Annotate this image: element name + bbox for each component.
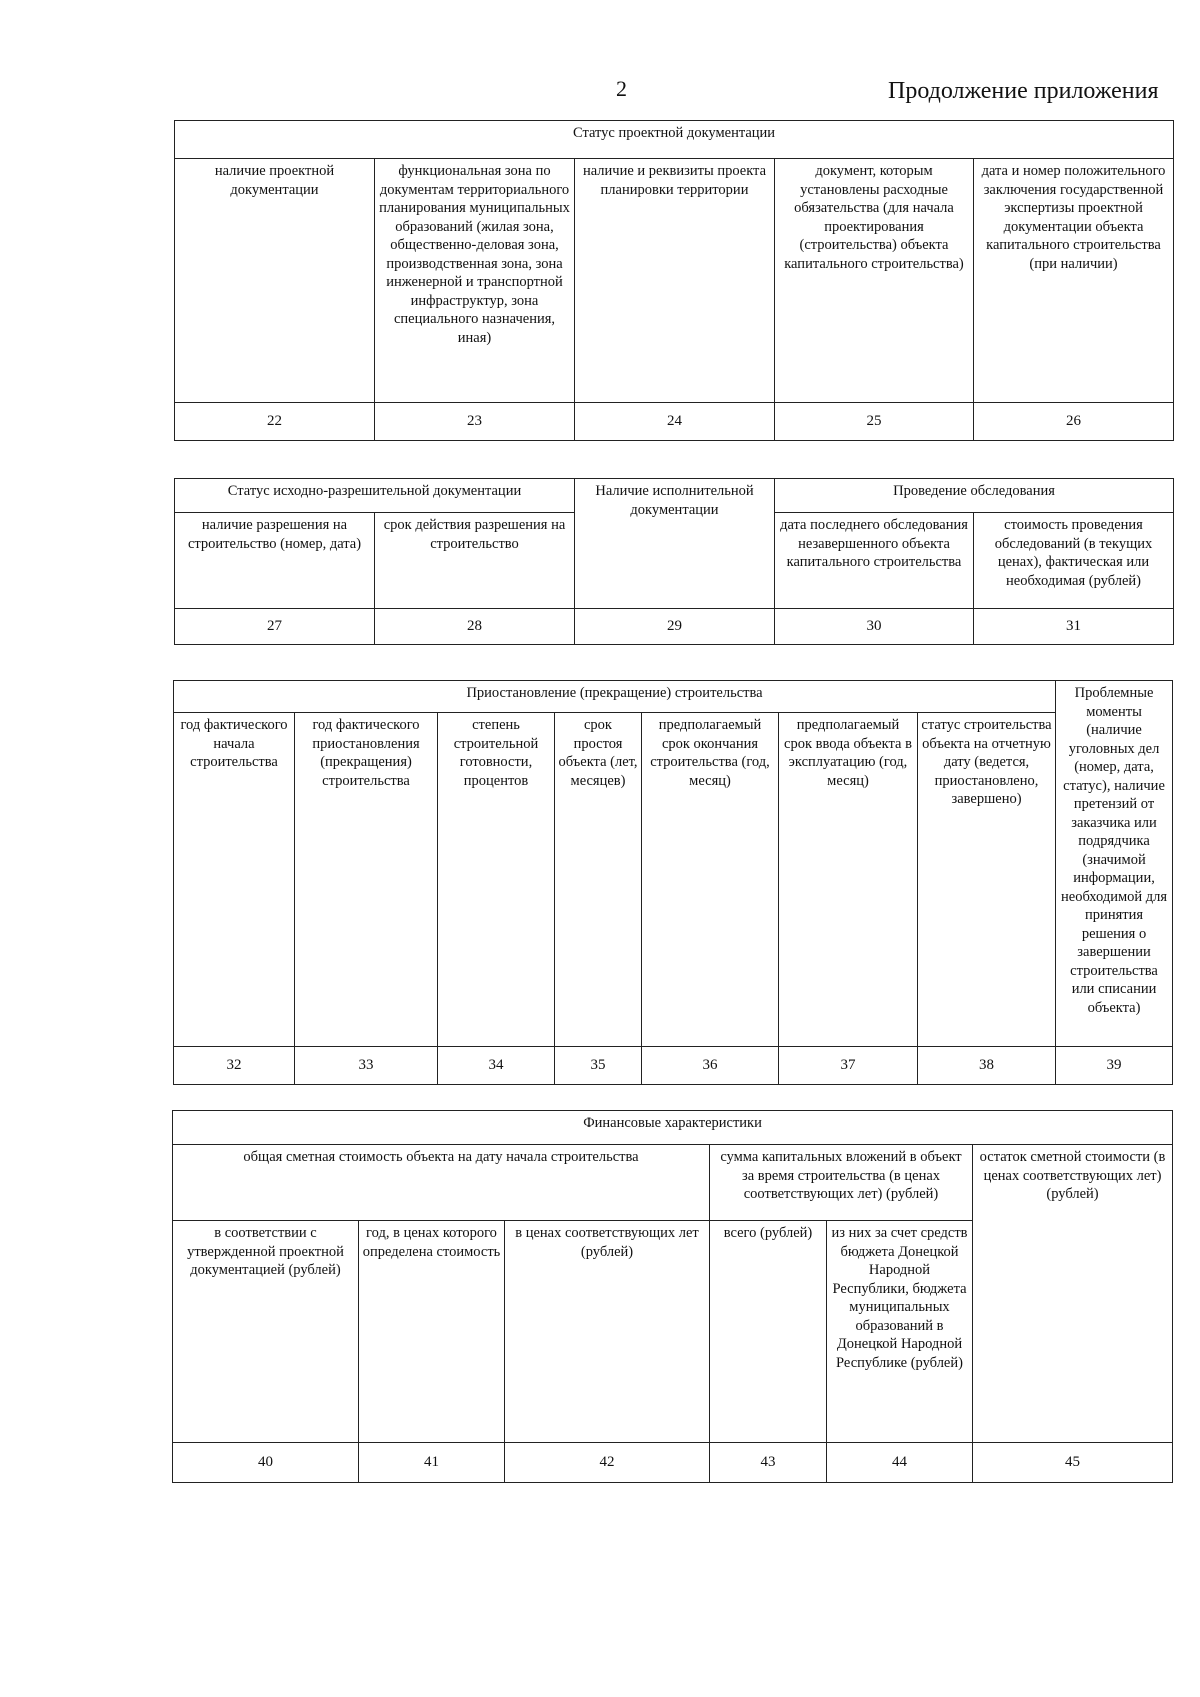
- column-header: год фактического начала строительства: [174, 713, 295, 1047]
- column-number: 30: [775, 609, 974, 645]
- column-header: стоимость проведения обследований (в текущих ценах), фактическая или необходимая (рублей): [974, 513, 1174, 609]
- column-number: 43: [710, 1443, 827, 1483]
- column-header: наличие разрешения на строительство (номер, дата): [175, 513, 375, 609]
- column-header: степень строительной готовности, процентов: [438, 713, 555, 1047]
- column-number: 35: [555, 1047, 642, 1085]
- group-header-investments: сумма капитальных вложений в объект за время строительства (в ценах соответствующих лет) (рублей): [710, 1145, 973, 1221]
- column-number: 27: [175, 609, 375, 645]
- group-header-survey: Проведение обследования: [775, 479, 1174, 513]
- column-number: 28: [375, 609, 575, 645]
- column-number: 37: [779, 1047, 918, 1085]
- column-header: предполагаемый срок окончания строительства (год, месяц): [642, 713, 779, 1047]
- column-number: 44: [827, 1443, 973, 1483]
- column-header: наличие и реквизиты проекта планировки территории: [575, 159, 775, 403]
- project-documentation-table: [174, 120, 1174, 441]
- column-header: в ценах соответствующих лет (рублей): [505, 1221, 710, 1443]
- column-number: 23: [375, 403, 575, 441]
- column-header-remainder: остаток сметной стоимости (в ценах соответствующих лет) (рублей): [973, 1145, 1173, 1443]
- column-number: 38: [918, 1047, 1056, 1085]
- column-header: год фактического приостановления (прекращения) строительства: [295, 713, 438, 1047]
- column-header: всего (рублей): [710, 1221, 827, 1443]
- column-header-executive-docs: Наличие исполнительной документации: [575, 479, 775, 609]
- column-number: 29: [575, 609, 775, 645]
- column-number: 32: [174, 1047, 295, 1085]
- column-number: 31: [974, 609, 1174, 645]
- group-header-financial: Финансовые характеристики: [173, 1111, 1173, 1145]
- column-number: 39: [1056, 1047, 1173, 1085]
- column-number: 22: [175, 403, 375, 441]
- column-header: функциональная зона по документам территориального планирования муниципальных образований (жилая зона, общественно-деловая зона, производственная зона, зона инженерной и транспортной инфраструктур, зона специального назначения, иная): [375, 159, 575, 403]
- suspension-table: [173, 680, 1173, 1085]
- column-header: предполагаемый срок ввода объекта в эксплуатацию (год, месяц): [779, 713, 918, 1047]
- group-header-suspension: Приостановление (прекращение) строительства: [174, 681, 1056, 713]
- column-header: дата и номер положительного заключения государственной экспертизы проектной документации объекта капитального строительства (при наличии): [974, 159, 1174, 403]
- group-header-project-docs: Статус проектной документации: [175, 121, 1174, 159]
- page-title: Продолжение приложения: [888, 78, 1159, 104]
- column-header: из них за счет средств бюджета Донецкой Народной Республики, бюджета муниципальных образований в Донецкой Народной Республике (рублей): [827, 1221, 973, 1443]
- column-number: 34: [438, 1047, 555, 1085]
- group-header-permit-docs: Статус исходно-разрешительной документации: [175, 479, 575, 513]
- column-header: в соответствии с утвержденной проектной документацией (рублей): [173, 1221, 359, 1443]
- column-number: 40: [173, 1443, 359, 1483]
- column-header: год, в ценах которого определена стоимость: [359, 1221, 505, 1443]
- page-number: 2: [616, 76, 627, 101]
- column-header: срок действия разрешения на строительство: [375, 513, 575, 609]
- column-number: 26: [974, 403, 1174, 441]
- group-header-total-cost: общая сметная стоимость объекта на дату начала строительства: [173, 1145, 710, 1221]
- column-number: 25: [775, 403, 974, 441]
- column-header: дата последнего обследования незавершенного объекта капитального строительства: [775, 513, 974, 609]
- column-number: 24: [575, 403, 775, 441]
- column-number: 42: [505, 1443, 710, 1483]
- column-header: срок простоя объекта (лет, месяцев): [555, 713, 642, 1047]
- column-header: документ, которым установлены расходные обязательства (для начала проектирования (строительства) объекта капитального строительства): [775, 159, 974, 403]
- financial-table: [172, 1110, 1173, 1483]
- column-header: статус строительства объекта на отчетную дату (ведется, приостановлено, завершено): [918, 713, 1056, 1047]
- column-header-problems: Проблемные моменты (наличие уголовных дел (номер, дата, статус), наличие претензий от заказчика или подрядчика (значимой информации, необходимой для принятия решения о завершении строительства или списании объекта): [1056, 681, 1173, 1047]
- column-number: 45: [973, 1443, 1173, 1483]
- column-number: 33: [295, 1047, 438, 1085]
- column-number: 41: [359, 1443, 505, 1483]
- column-header: наличие проектной документации: [175, 159, 375, 403]
- column-number: 36: [642, 1047, 779, 1085]
- permit-survey-table: [174, 478, 1174, 645]
